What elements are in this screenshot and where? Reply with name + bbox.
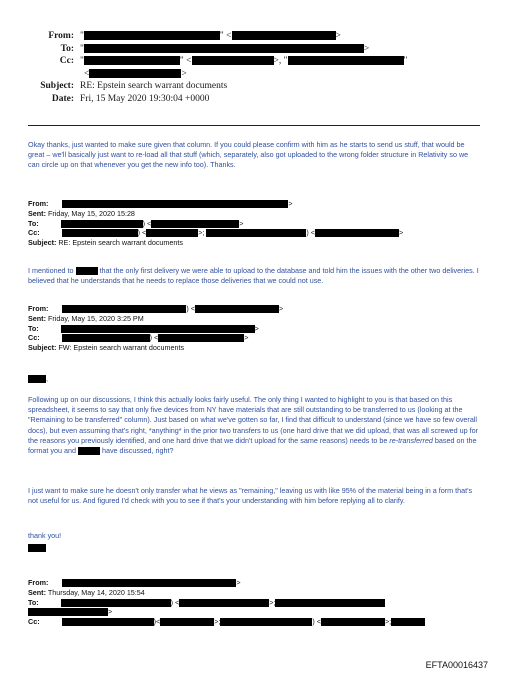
msg2-cc-label: Cc: <box>28 333 40 343</box>
redaction-box <box>89 69 181 78</box>
msg3-sent-label: Sent: <box>28 587 46 597</box>
redaction-box <box>62 334 150 342</box>
msg1-body-rest: that the only first delivery we were able to upload to the database and told him the issues with the other two deliveries. I believed that he understands that he needs to replace those deliveries that we could not use. <box>28 266 479 286</box>
msg2-to-gt: > <box>254 323 259 333</box>
message-2-salutation <box>28 374 480 384</box>
header-date-value: Fri, 15 May 2020 19:30:04 +0000 <box>80 93 210 104</box>
msg2-p1-mid: based on the format you and <box>28 435 477 456</box>
redaction-box <box>62 579 236 587</box>
redaction-box <box>62 229 138 237</box>
msg2-cc-sep: ) < <box>149 333 159 343</box>
msg1-cc-label: Cc: <box>28 228 40 238</box>
header-to-row <box>0 43 512 56</box>
redaction-box <box>28 375 46 383</box>
redaction-box <box>146 229 198 237</box>
redaction-box <box>62 618 154 626</box>
redaction-box <box>61 599 171 607</box>
redaction-box <box>288 56 404 65</box>
header-from-close: > <box>335 31 341 41</box>
header-to-quote: " <box>80 43 84 54</box>
msg1-to-gt: > <box>239 218 244 228</box>
header-subject-label: Subject: <box>40 81 74 91</box>
msg2-p1-end: have discussed, right? <box>101 446 174 456</box>
header-cc-quote-end: " <box>403 56 408 66</box>
header-subject-row <box>0 80 512 93</box>
header-cc-cont-row <box>0 68 512 81</box>
redaction-box <box>76 267 98 275</box>
msg1-cc-sep1: ) < <box>137 228 147 238</box>
redaction-box <box>195 305 279 313</box>
msg2-p1-start: Following up on our discussions, I think this actually looks fairly useful. The only thing I wanted to highlight to you is that based on this spreadsheet, it seems to say that only five devices from NY have materials that are still outstanding to be transferred to us (looking at the "Remaining to be transferred" column). Just based on what we've gotten so far, I find that difficult to understand (since we have so few overall docs), but even assuming that's right, *anything* in the prior two transfers to us (one hard drive that we did upload, that was all screwed up for the reasons you previously identified, and one hard drive that we didn't upload for the same reasons) needs to be <box>28 395 479 445</box>
msg3-cc-sep1: )< <box>153 617 161 627</box>
header-from-quote: " <box>80 31 84 41</box>
message-1-body <box>28 266 480 286</box>
header-cc-gt: > <box>181 68 187 79</box>
redaction-box <box>84 44 364 53</box>
msg1-from-gt: > <box>288 199 293 208</box>
message-3-header <box>28 578 488 627</box>
header-cc-quote: " <box>80 56 84 66</box>
redaction-box <box>321 618 385 626</box>
redaction-box <box>391 618 425 626</box>
msg2-cc-gt: > <box>244 333 249 343</box>
bates-number: EFTA00016437 <box>425 660 488 670</box>
msg3-from-gt: > <box>236 578 241 587</box>
header-to-close: > <box>363 43 370 54</box>
header-date-row <box>0 93 512 106</box>
msg2-sent-label: Sent: <box>28 313 46 323</box>
msg3-cc-label: Cc: <box>28 617 40 627</box>
msg1-sent-label: Sent: <box>28 208 46 218</box>
msg3-sent-value: Thursday, May 14, 2020 15:54 <box>47 587 145 597</box>
msg3-cc-sep2: ) < <box>312 617 321 627</box>
message-2-signature <box>28 543 480 553</box>
msg3-from-label: From: <box>28 578 49 587</box>
msg3-to-semi: >; <box>269 597 276 607</box>
header-date-label: Date: <box>51 93 74 104</box>
msg2-p1-emphasis: re-transferred <box>389 435 433 445</box>
header-cc-lt: < <box>84 68 90 79</box>
message-2-header <box>28 304 488 353</box>
redaction-box <box>84 56 180 65</box>
header-cc-sep2: >, " <box>273 56 288 66</box>
msg3-cc-semi1: >; <box>214 617 221 627</box>
header-divider <box>28 125 480 126</box>
redaction-box <box>61 325 255 333</box>
redaction-box <box>151 220 239 228</box>
redaction-box <box>179 599 269 607</box>
message-2-paragraph-1 <box>28 395 480 456</box>
redaction-box <box>220 618 312 626</box>
msg2-from-sep: ) < <box>186 304 195 313</box>
msg2-salutation-comma: , <box>46 374 48 383</box>
header-from-label: From: <box>48 31 74 41</box>
header-from-sep: " < <box>219 31 232 41</box>
header-to-label: To: <box>60 43 74 54</box>
msg3-cc-semi2: >; <box>384 617 392 627</box>
msg3-to-label: To: <box>28 597 39 607</box>
msg1-subject-label: Subject: <box>28 238 57 248</box>
redaction-box <box>315 229 399 237</box>
msg1-cc-semi: >; <box>198 228 205 238</box>
msg1-cc-sep2: ) < <box>306 228 315 238</box>
msg3-to-sep1: ) < <box>170 597 180 607</box>
msg1-to-sep: ) < <box>142 218 152 228</box>
message-1-header <box>28 199 488 248</box>
msg3-to-cont-gt: > <box>108 607 113 617</box>
redaction-box <box>158 334 244 342</box>
redaction-box <box>232 31 336 40</box>
email-header <box>0 30 512 105</box>
redaction-box <box>62 305 186 313</box>
redaction-box <box>78 447 100 455</box>
redaction-box <box>275 599 385 607</box>
message-2-paragraph-2: I just want to make sure he doesn't only transfer what he views as "remaining," leaving us with like 95% of the material being in a form that's not useful for us. And figured I'd check with you to see if that's your understanding with him before replying all to clarify. <box>28 486 473 506</box>
msg1-to-label: To: <box>28 218 39 228</box>
msg2-from-gt: > <box>278 304 284 313</box>
header-subject-value: RE: Epstein search warrant documents <box>80 81 228 91</box>
msg1-subject-value: RE: Epstein search warrant documents <box>58 238 184 248</box>
redaction-box <box>61 220 143 228</box>
msg1-sent-value: Friday, May 15, 2020 15:28 <box>47 208 135 218</box>
msg1-body-start: I mentioned to <box>28 266 74 275</box>
redaction-box <box>84 31 220 40</box>
msg2-sent-value: Friday, May 15, 2020 3:25 PM <box>47 313 144 323</box>
message-2-closing: thank you! <box>28 531 62 540</box>
msg2-subject-value: FW: Epstein search warrant documents <box>58 343 185 353</box>
redaction-box <box>192 56 274 65</box>
reply-body: Okay thanks, just wanted to make sure given that column. If you could please confirm with him as he starts to send us stuff, that would be great – we'll basically just want to re-load all that stuff (which, separately, also got uploaded to the wrong folder structure in Relativity so we can circle up on that whenever you get the new info too). Thanks. <box>28 140 469 170</box>
redaction-box <box>28 608 108 616</box>
msg2-to-label: To: <box>28 323 39 333</box>
header-cc-sep1: " < <box>179 56 192 66</box>
msg2-subject-label: Subject: <box>28 343 57 353</box>
header-cc-label: Cc: <box>59 56 74 66</box>
redaction-box <box>62 200 288 208</box>
msg1-cc-gt: > <box>398 228 404 238</box>
header-cc-row <box>0 55 512 68</box>
msg2-from-label: From: <box>28 304 49 313</box>
msg1-from-label: From: <box>28 199 49 208</box>
redaction-box <box>206 229 306 237</box>
redaction-box <box>160 618 214 626</box>
redaction-box <box>28 544 46 552</box>
header-from-row <box>0 30 512 43</box>
